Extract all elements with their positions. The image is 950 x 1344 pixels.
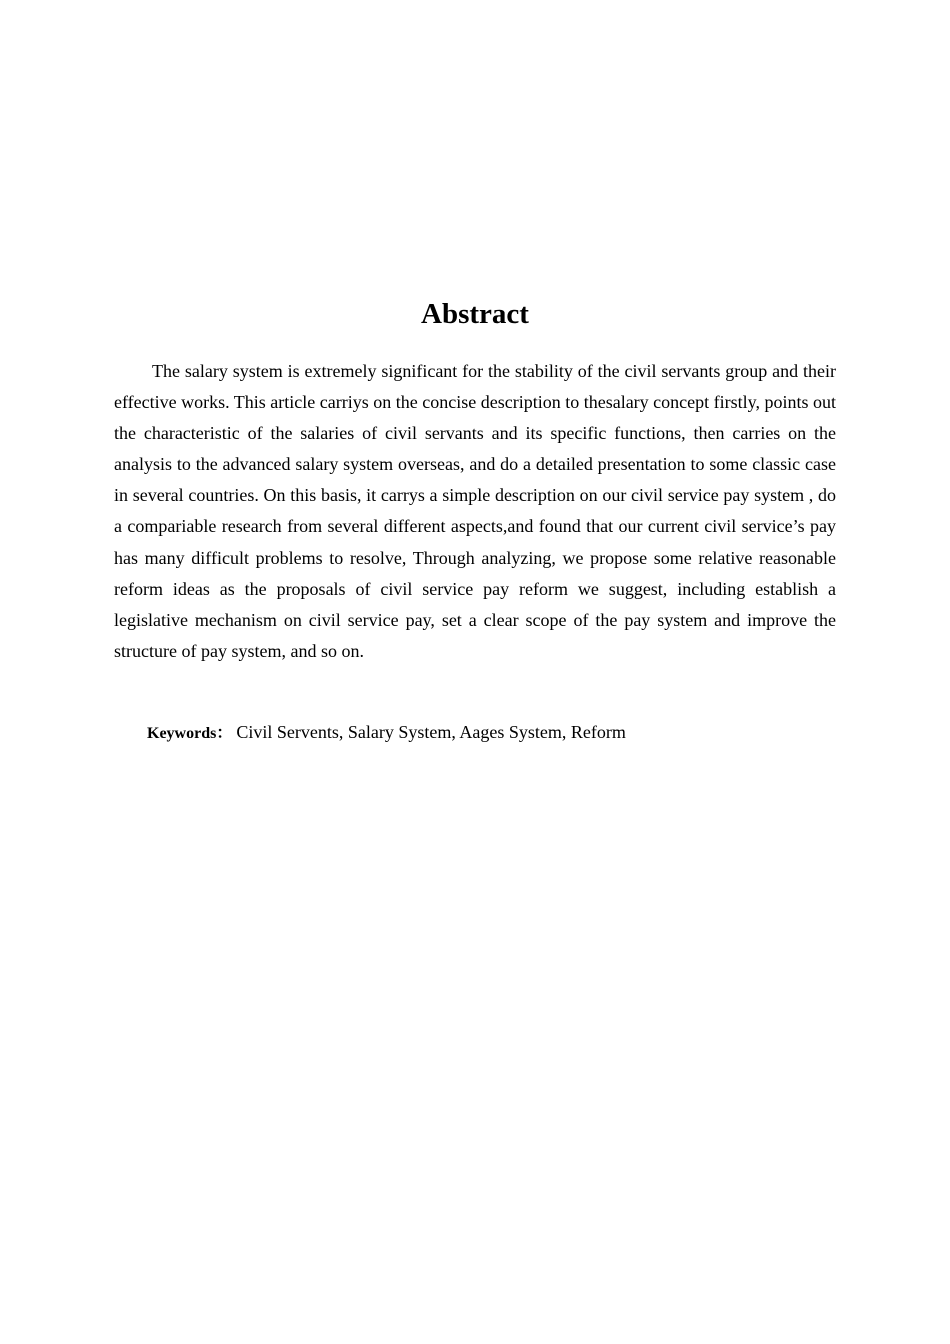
- keywords-line: [147, 718, 847, 748]
- keywords-value: Civil Servents, Salary System, Aages System, Reform: [236, 722, 626, 742]
- keywords-label: Keywords: [147, 725, 217, 742]
- abstract-body-paragraph: The salary system is extremely significant for the stability of the civil servants group and their effective works. This article carriys on the concise description to thesalary concept firstly, points out the characteristic of the salaries of civil servants and its specific functions, then carries on the analysis to the advanced salary system overseas, and do a detailed presentation to some classic case in several countries. On this basis, it carrys a simple description on our civil service pay system , do a compariable research from several different aspects,and found that our current civil service’s pay has many difficult problems to resolve, Through analyzing, we propose some relative reasonable reform ideas as the proposals of civil service pay reform we suggest, including establish a legislative mechanism on civil service pay, set a clear scope of the pay system and improve the structure of pay system, and so on.: [114, 361, 836, 661]
- keywords-separator: ：: [216, 725, 233, 742]
- abstract-title: Abstract: [421, 298, 529, 330]
